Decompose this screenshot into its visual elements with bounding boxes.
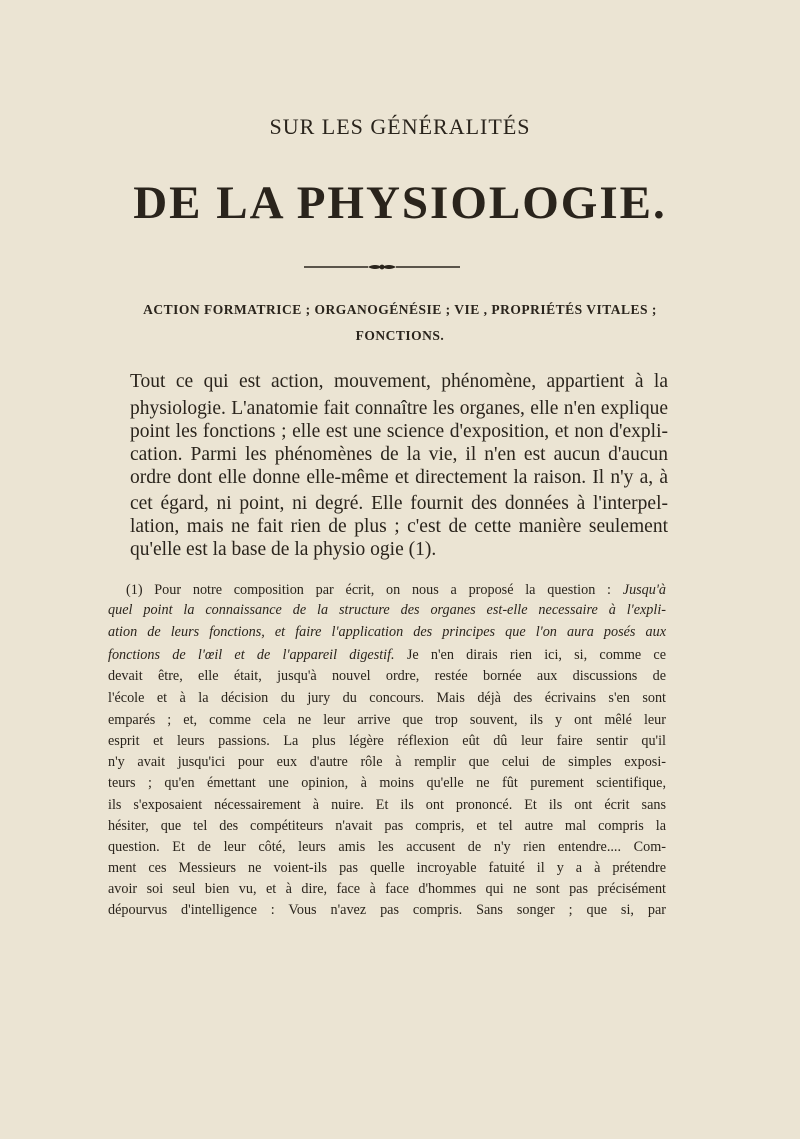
- body-line: ordre dont elle donne elle-même et directement la raison. Il n'y a, à: [130, 467, 668, 488]
- footnote-line: n'y avait jusqu'ici pour eux d'autre rôle à remplir que celui de simples exposi-: [108, 754, 666, 770]
- section-heading: SUR LES GÉNÉRALITÉS: [269, 114, 531, 139]
- footnote-line: esprit et leurs passions. La plus légère réflexion eût dû leur faire sentir qu'il: [108, 733, 666, 749]
- ornament-rule: [302, 260, 462, 274]
- body-line: qu'elle est la base de la physio ogie (1).: [130, 539, 437, 560]
- footnote-line: [108, 645, 666, 665]
- footnote-line: ment ces Messieurs ne voient-ils pas quelle incroyable fatuité il y a à prétendre: [108, 860, 666, 876]
- footnote-line: question. Et de leur côté, leurs amis les accusent de n'y rien entendre.... Com-: [108, 839, 666, 855]
- body-line: point les fonctions ; elle est une science d'exposition, et non d'expli-: [130, 421, 668, 442]
- footnote-line: [108, 622, 666, 642]
- footnote-text: (1) Pour notre composition par écrit, on nous a proposé la question :: [126, 582, 623, 598]
- body-line: lation, mais ne fait rien de plus ; c'est de cette manière seulement: [130, 516, 668, 537]
- body-line: cation. Parmi les phénomènes de la vie, il n'en est aucun d'aucun: [130, 444, 668, 465]
- footnote-italic: ation de leurs fonctions, et faire l'application des principes que l'on aura posés aux: [108, 624, 666, 640]
- footnote-line: l'école et à la décision du jury du concours. Mais déjà des écrivains s'en sont: [108, 690, 666, 706]
- footnote-line: teurs ; qu'en émettant une opinion, à moins qu'elle ne fût purement scientifique,: [108, 775, 666, 791]
- footnote-line: devait être, elle était, jusqu'à nouvel ordre, restée bornée aux discussions de: [108, 668, 666, 684]
- footnote-line: dépourvus d'intelligence : Vous n'avez pas compris. Sans songer ; que si, par: [108, 902, 666, 918]
- body-line: physiologie. L'anatomie fait connaître les organes, elle n'en explique: [130, 398, 668, 419]
- body-line: cet égard, ni point, ni degré. Elle fournit des données à l'interpel-: [130, 493, 668, 514]
- footnote-line: [108, 600, 666, 620]
- footnote-line: ils s'exposaient nécessairement à nuire. Et ils ont prononcé. Et ils ont écrit sans: [108, 797, 666, 813]
- footnote-text: Je n'en dirais rien ici, si, comme ce: [394, 647, 666, 663]
- footnote-italic: Jusqu'à: [622, 582, 666, 598]
- subheading-line-1: ACTION FORMATRICE ; ORGANOGÉNÉSIE ; VIE , PROPRIÉTÉS VITALES ;: [143, 302, 657, 317]
- body-line: Tout ce qui est action, mouvement, phénomène, appartient à la: [130, 371, 668, 392]
- footnote-line: emparés ; et, comme cela ne leur arrive que trop souvent, ils y ont mêlé leur: [108, 712, 666, 728]
- footnote-italic: fonctions de l'œil et de l'appareil digestif.: [108, 647, 395, 663]
- footnote-italic: quel point la connaissance de la structure des organes est-elle necessaire à l'expli-: [108, 602, 666, 618]
- footnote-line: hésiter, que tel des compétiteurs n'avait pas compris, et tel autre mal compris la: [108, 818, 666, 834]
- page-title: DE LA PHYSIOLOGIE.: [133, 177, 667, 229]
- footnote-line: avoir soi seul bien vu, et à dire, face à face d'hommes qui ne sont pas précisément: [108, 881, 666, 897]
- subheading-line-2: FONCTIONS.: [355, 328, 445, 343]
- footnote-line: [126, 580, 666, 600]
